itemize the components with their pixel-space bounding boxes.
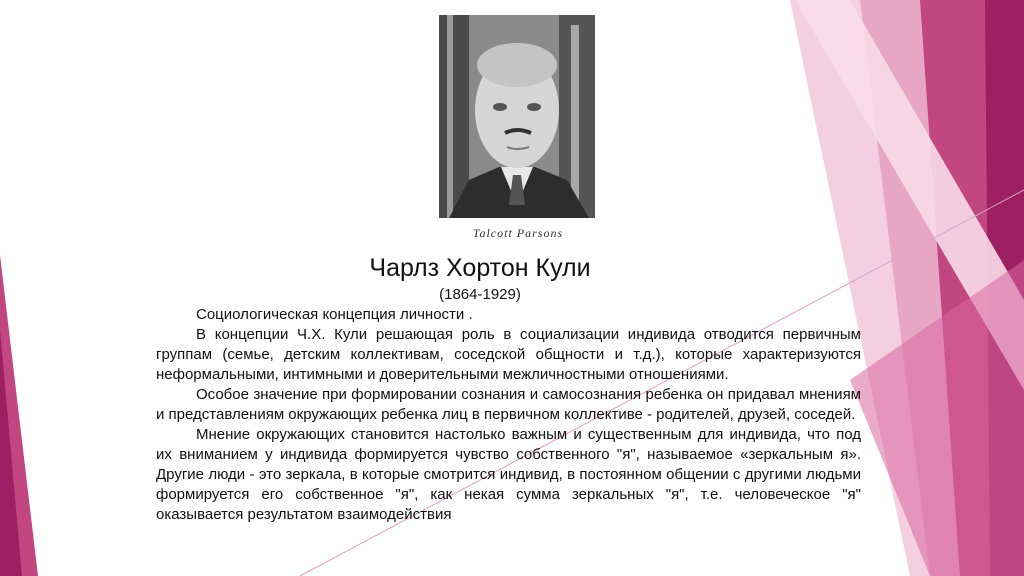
portrait-photo — [439, 15, 595, 218]
portrait-image — [439, 15, 595, 218]
photo-caption: Talcott Parsons — [472, 226, 564, 240]
paragraph-3: Особое значение при формировании сознания и самосознания ребенка он придавал мнениям и представлениям окружающих ребенка лиц в первичном коллективе - родителей, друзей, соседей. — [156, 386, 861, 423]
paragraph-4: Мнение окружающих становится настолько важным и существенным для индивида, что под их вниманием у индивида формируется чувство собственного "я", называемое «зеркальным я». Другие люди - это зеркала, в которые смотрится индивид, в постоянном общении с другими людьми формируется его собственное "я", как некая сумма зеркальных "я", т.е. человеческое "я" оказывается результатом взаимодействия — [156, 426, 861, 523]
paragraph-1: Социологическая концепция личности . — [196, 306, 473, 323]
life-years: (1864-1929) — [439, 286, 521, 303]
paragraph-2: В концепции Ч.Х. Кули решающая роль в социализации индивида отводится первичным группам (семье, детским коллективам, соседской общности и т.д.), которые характеризуются неформальными, интимными и доверительными межличностными отношениями. — [156, 326, 861, 383]
slide-title: Чарлз Хортон Кули — [369, 254, 591, 282]
body-text — [156, 305, 861, 525]
